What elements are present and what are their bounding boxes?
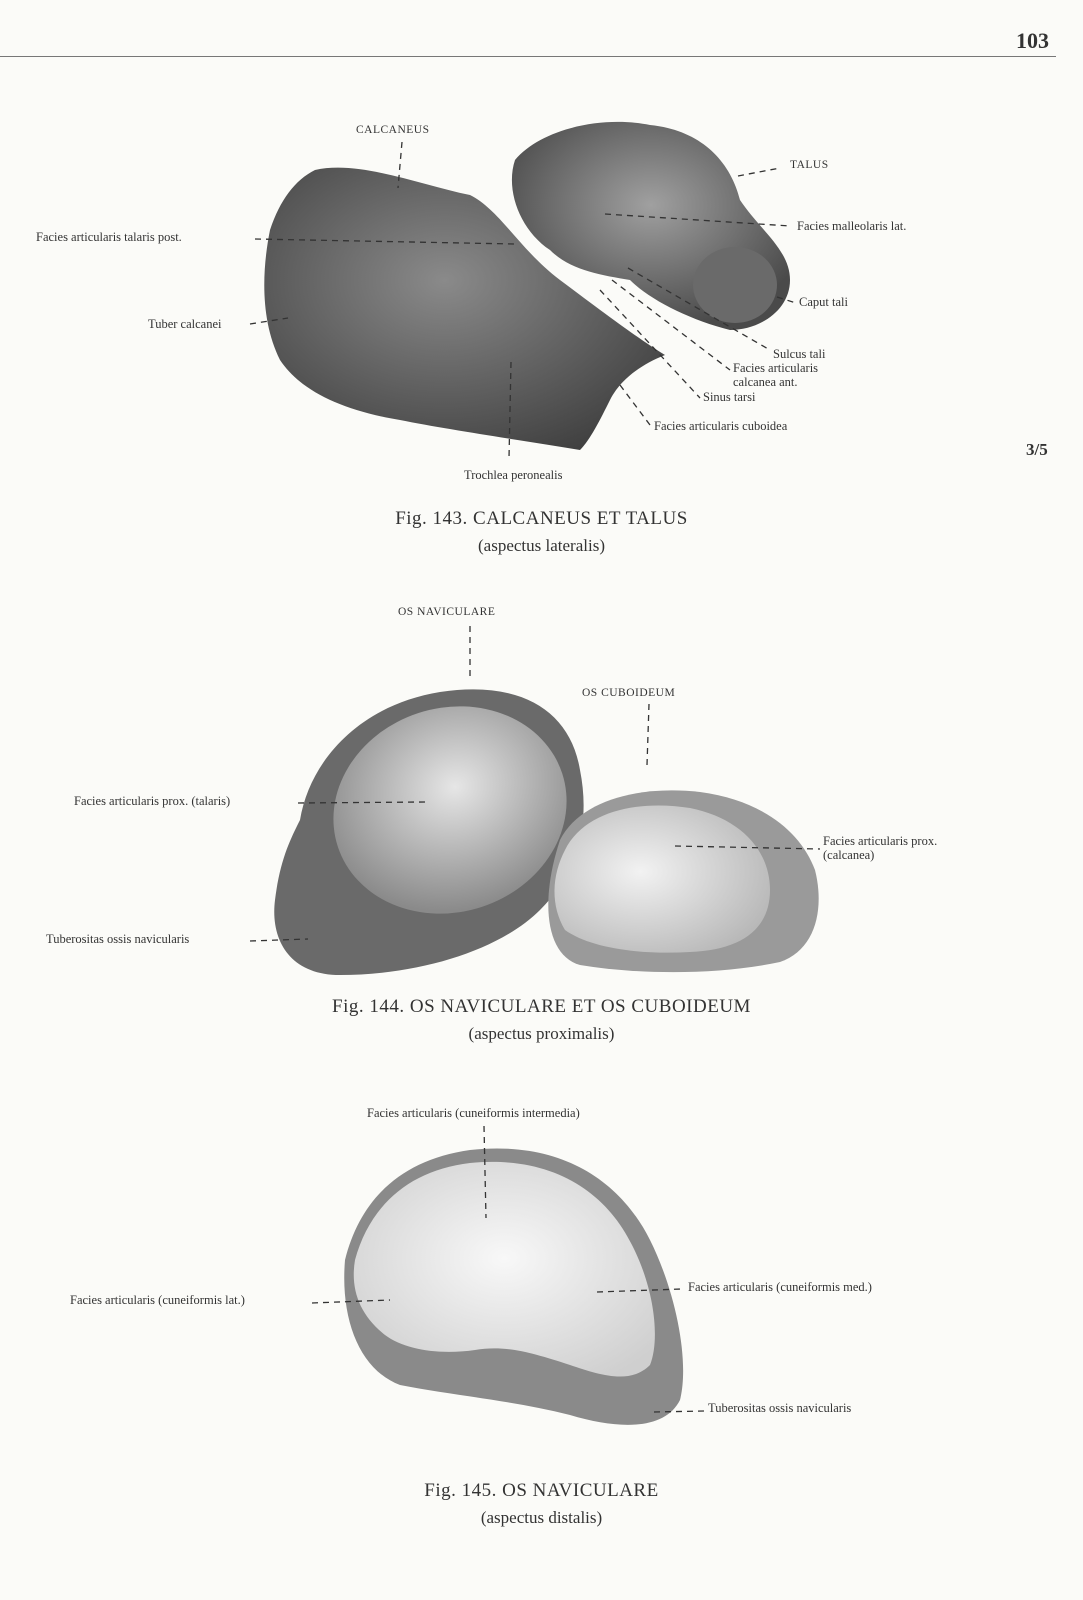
caption-subtitle: (aspectus lateralis): [478, 536, 605, 555]
caption-title: Fig. 145. OS NAVICULARE: [424, 1480, 659, 1501]
label-caput-tali: Caput tali: [799, 295, 848, 309]
label-facies-articularis-prox-line1: Facies articularis prox.: [823, 834, 938, 848]
caption-title: Fig. 144. OS NAVICULARE ET OS CUBOIDEUM: [332, 996, 751, 1017]
label-facies-articularis-calcanea-ant-line1: Facies articularis: [733, 361, 819, 375]
label-talus: TALUS: [790, 159, 829, 171]
label-sinus-tarsi: Sinus tarsi: [703, 390, 756, 404]
label-facies-articularis-calcanea-ant-line2: calcanea ant.: [733, 375, 798, 389]
label-facies-articularis-prox-talaris: Facies articularis prox. (talaris): [74, 794, 231, 808]
caption-title: Fig. 143. CALCANEUS ET TALUS: [395, 508, 688, 529]
label-facies-articularis-cuboidea: Facies articularis cuboidea: [654, 419, 788, 433]
label-calcaneus: CALCANEUS: [356, 124, 430, 136]
label-os-cuboideum: OS CUBOIDEUM: [582, 687, 676, 699]
scale-note: 3/5: [1026, 440, 1048, 459]
label-sulcus-tali: Sulcus tali: [773, 347, 826, 361]
label-tuber-calcanei: Tuber calcanei: [148, 317, 222, 331]
label-facies-articularis-prox-line2: (calcanea): [823, 848, 875, 862]
label-tuberositas-ossis-navicularis: Tuberositas ossis navicularis: [46, 932, 190, 946]
label-os-naviculare: OS NAVICULARE: [398, 606, 496, 618]
label-facies-articularis-talaris-post: Facies articularis talaris post.: [36, 230, 182, 244]
label-tuberositas-ossis-navicularis: Tuberositas ossis navicularis: [708, 1401, 852, 1415]
label-trochlea-peronealis: Trochlea peronealis: [464, 468, 563, 482]
caption-subtitle: (aspectus proximalis): [468, 1024, 615, 1043]
label-facies-cuneiformis-intermedia: Facies articularis (cuneiformis intermedia): [367, 1106, 580, 1120]
caption-fig-145: [0, 1480, 1083, 1528]
label-facies-cuneiformis-med: Facies articularis (cuneiformis med.): [688, 1280, 872, 1294]
caption-subtitle: (aspectus distalis): [480, 1508, 603, 1527]
label-facies-malleolaris-lat: Facies malleolaris lat.: [797, 219, 907, 233]
page-number: 103: [1016, 28, 1049, 53]
label-facies-cuneiformis-lat: Facies articularis (cuneiformis lat.): [70, 1293, 245, 1307]
